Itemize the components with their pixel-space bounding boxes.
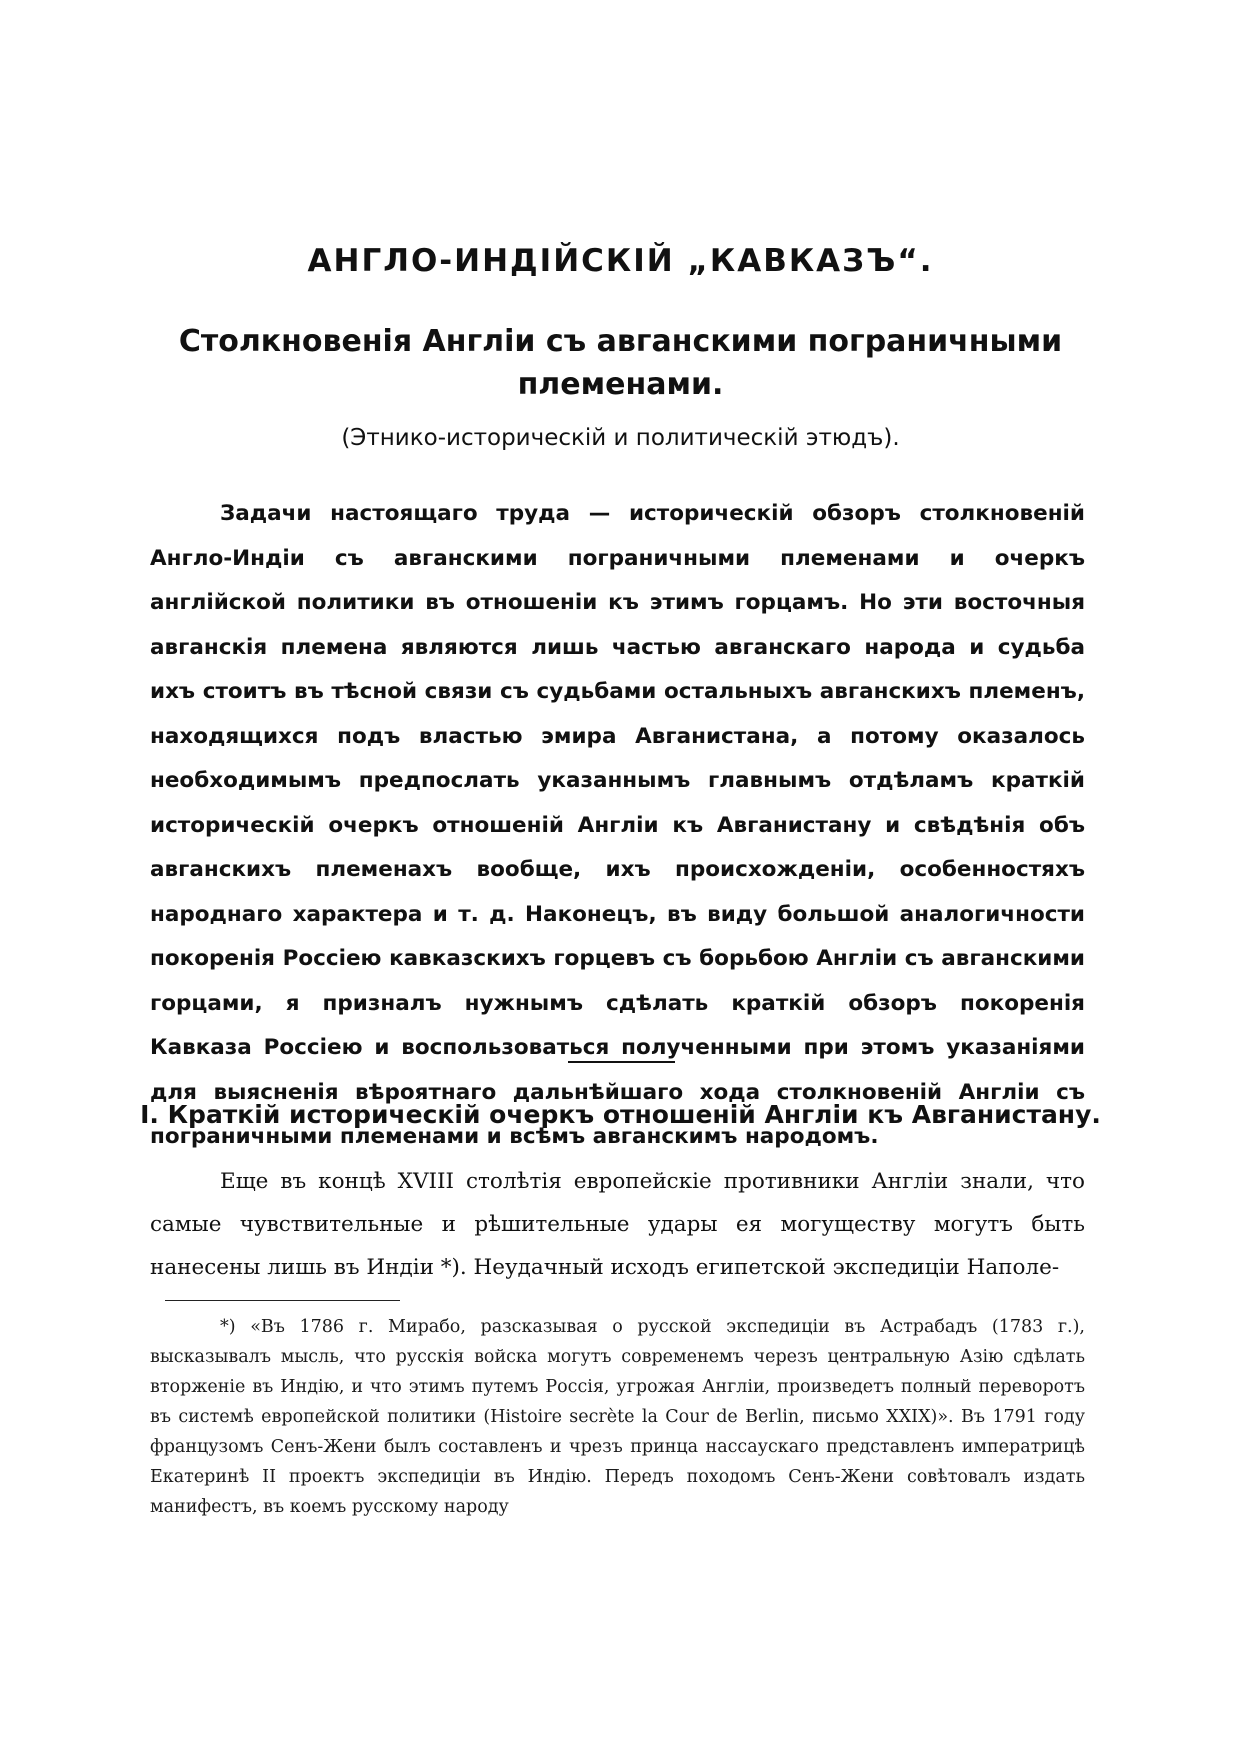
document-subtitle: Столкновенія Англіи съ авганскими пограничными племенами. xyxy=(178,324,1063,402)
document-title: АНГЛО-ИНДІЙСКІЙ „КАВКАЗЪ“. xyxy=(307,243,934,279)
footnote-divider xyxy=(165,1300,400,1301)
section-heading: I. Краткій историческій очеркъ отношеній Англіи къ Авганистану. xyxy=(140,1100,1101,1129)
intro-paragraph: Задачи настоящаго труда — историческій обзоръ столкновеній Англо-Индіи съ авганскими пограничными племенами и очеркъ англійской политики въ отношеніи къ этимъ горцамъ. Но эти восточныя авганскія племена являются лишь частью авганскаго народа и судьба ихъ стоитъ въ тѣсной связи съ судьбами остальныхъ авганскихъ племенъ, находящихся подъ властью эмира Авганистана, а потому оказалось необходимымъ предпослать указаннымъ главнымъ отдѣламъ краткій историческій очеркъ отношеній Англіи къ Авганистану и свѣдѣнія объ авганскихъ племенахъ вообще, ихъ происхожденіи, особенностяхъ народнаго характера и т. д. Наконецъ, въ виду большой аналогичности покоренія Россіею кавказскихъ горцевъ съ борьбою Англіи съ авганскими горцами, я призналъ нужнымъ сдѣлать краткій обзоръ покоренія Кавказа Россіею и воспользоваться полученными при этомъ указаніями для выясненія вѣроятнаго дальнѣйшаго хода столкновеній Англіи съ пограничными племенами и всѣмъ авганскимъ народомъ. xyxy=(150,501,1085,1149)
footnote: *) «Въ 1786 г. Мирабо, разсказывая о русской экспедиціи въ Астрабадъ (1783 г.), высказывалъ мысль, что русскія войска могутъ современемъ черезъ центральную Азію сдѣлать вторженіе въ Индію, и что этимъ путемъ Россія, угрожая Англіи, произведетъ полный переворотъ въ системѣ европейской политики (Histoire secrète la Cour de Berlin, письмо XXIX)». Въ 1791 году французомъ Сенъ-Жени былъ составленъ и чрезъ принца нассаускаго представленъ императрицѣ Екатеринѣ II проектъ экспедиціи въ Индію. Передъ походомъ Сенъ-Жени совѣтовалъ издать манифестъ, въ коемъ русскому народу xyxy=(150,1317,1085,1517)
section-divider xyxy=(568,1061,675,1063)
section-paragraph: Еще въ концѣ XVIII столѣтія европейскіе противники Англіи знали, что самые чувствительные и рѣшительные удары ея могуществу могутъ быть нанесены лишь въ Индіи *). Неудачный исходъ египетской экспедиціи Наполе- xyxy=(150,1169,1085,1280)
study-note: (Этнико-историческій и политическій этюдъ). xyxy=(341,425,900,451)
